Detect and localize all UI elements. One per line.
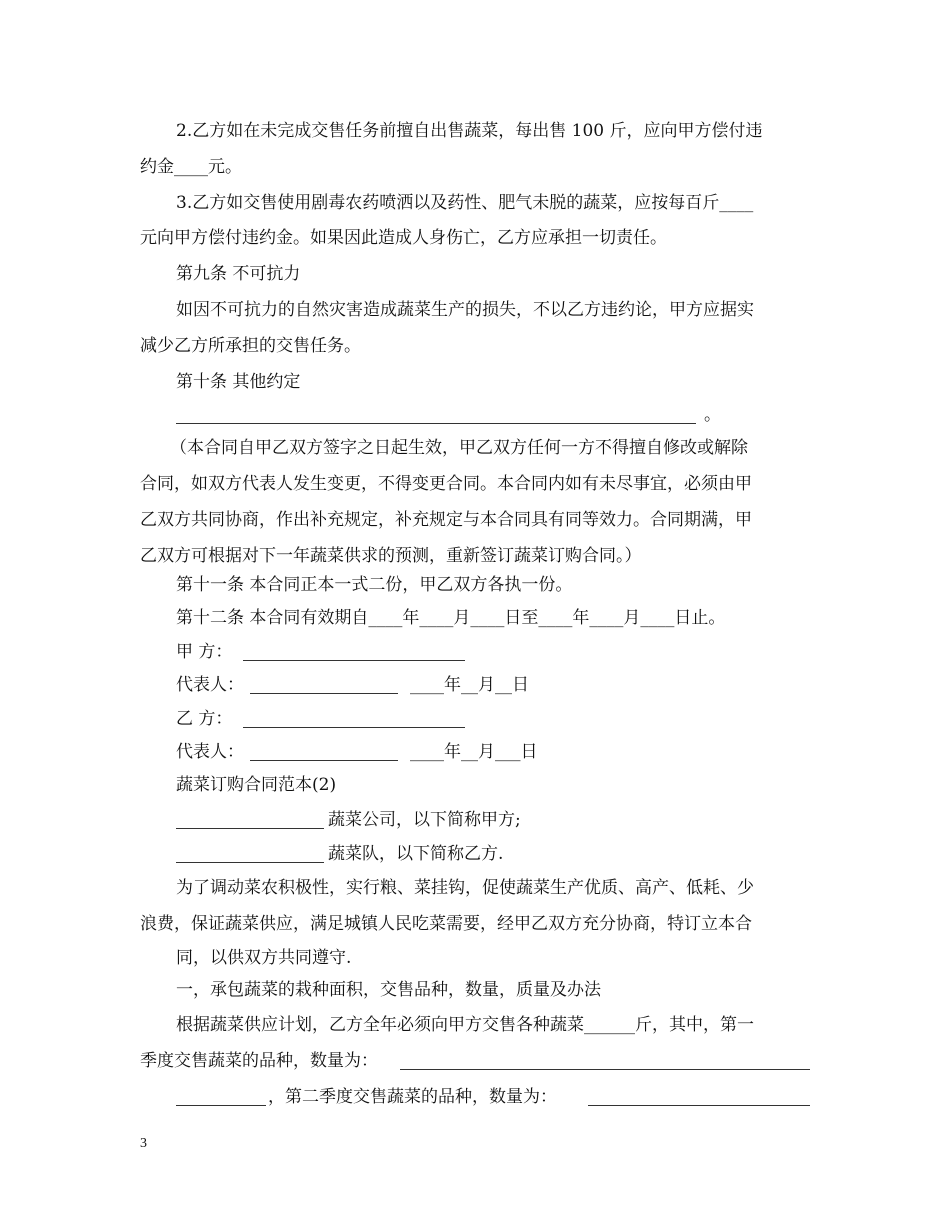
page-number: 3 [140, 1136, 147, 1151]
representative-blank [250, 744, 398, 761]
party-a-representative-line: 代表人： ____年__月__日 [176, 675, 529, 695]
clause-9-text-line-1: 如因不可抗力的自然灾害造成蔬菜生产的损失，不以乙方违约论，甲方应据实 [176, 300, 754, 320]
preamble-line-3: 同，以供双方共同遵守. [176, 948, 352, 968]
section-1-heading: 一，承包蔬菜的栽种面积，交售品种，数量，质量及办法 [176, 980, 601, 1000]
quantity-blank [588, 1089, 810, 1106]
section-1-text-line-1: 根据蔬菜供应计划，乙方全年必须向甲方交售各种蔬菜______斤，其中，第一 [176, 1015, 754, 1035]
section-1-text-line-3: ，第二季度交售蔬菜的品种，数量为： [0, 1081, 950, 1113]
preamble-line-1: 为了调动菜农积极性，实行粮、菜挂钩，促使蔬菜生产优质、高产、低耗、少 [176, 878, 754, 898]
clause-8-item-2-line-2: 约金____元。 [140, 157, 242, 177]
clause-9-heading: 第九条 不可抗力 [176, 264, 301, 284]
clause-10-blank-line: 。 [0, 399, 950, 431]
note-line-3: 乙双方共同协商，作出补充规定，补充规定与本合同具有同等效力。合同期满，甲 [140, 510, 752, 530]
clause-9-text-line-2: 减少乙方所承担的交售任务。 [140, 336, 361, 356]
blank-underline [176, 407, 696, 424]
note-line-4: 乙双方可根据对下一年蔬菜供求的预测，重新签订蔬菜订购合同。） [140, 546, 642, 566]
party-a-signature-line: 甲 方： [0, 636, 950, 668]
clause-12: 第十二条 本合同有效期自____年____月____日至____年____月____日止。 [176, 608, 726, 628]
party-a-definition: 蔬菜公司，以下简称甲方; [0, 804, 950, 836]
quantity-blank [176, 1089, 266, 1106]
party-b-signature-line: 乙 方： [0, 703, 950, 735]
company-name-blank [176, 812, 324, 829]
party-b-definition: 蔬菜队，以下简称乙方. [0, 838, 950, 870]
second-contract-title: 蔬菜订购合同范本(2) [176, 775, 337, 795]
signature-blank [243, 644, 465, 661]
clause-8-item-3-line-2: 元向甲方偿付违约金。如果因此造成人身伤亡，乙方应承担一切责任。 [140, 228, 667, 248]
signature-blank [243, 711, 465, 728]
team-name-blank [176, 846, 324, 863]
clause-8-item-3-line-1: 3.乙方如交售使用剧毒农药喷洒以及药性、肥气未脱的蔬菜，应按每百斤____ [176, 193, 754, 213]
preamble-line-2: 浪费，保证蔬菜供应，满足城镇人民吃菜需要，经甲乙双方充分协商，特订立本合 [140, 914, 752, 934]
representative-blank [250, 677, 398, 694]
quantity-blank [400, 1053, 810, 1070]
party-b-representative-line: 代表人： ____年__月___日 [176, 742, 538, 762]
note-line-1: （本合同自甲乙双方签字之日起生效，甲乙双方任何一方不得擅自修改或解除 [170, 438, 748, 458]
note-line-2: 合同，如双方代表人发生变更，不得变更合同。本合同内如有未尽事宜，必须由甲 [140, 474, 752, 494]
section-1-text-line-2: 季度交售蔬菜的品种，数量为： [0, 1045, 950, 1077]
clause-11: 第十一条 本合同正本一式二份，甲乙双方各执一份。 [176, 575, 573, 595]
clause-10-heading: 第十条 其他约定 [176, 372, 301, 392]
clause-8-item-2-line-1: 2.乙方如在未完成交售任务前擅自出售蔬菜，每出售 100 斤，应向甲方偿付违 [176, 121, 763, 141]
